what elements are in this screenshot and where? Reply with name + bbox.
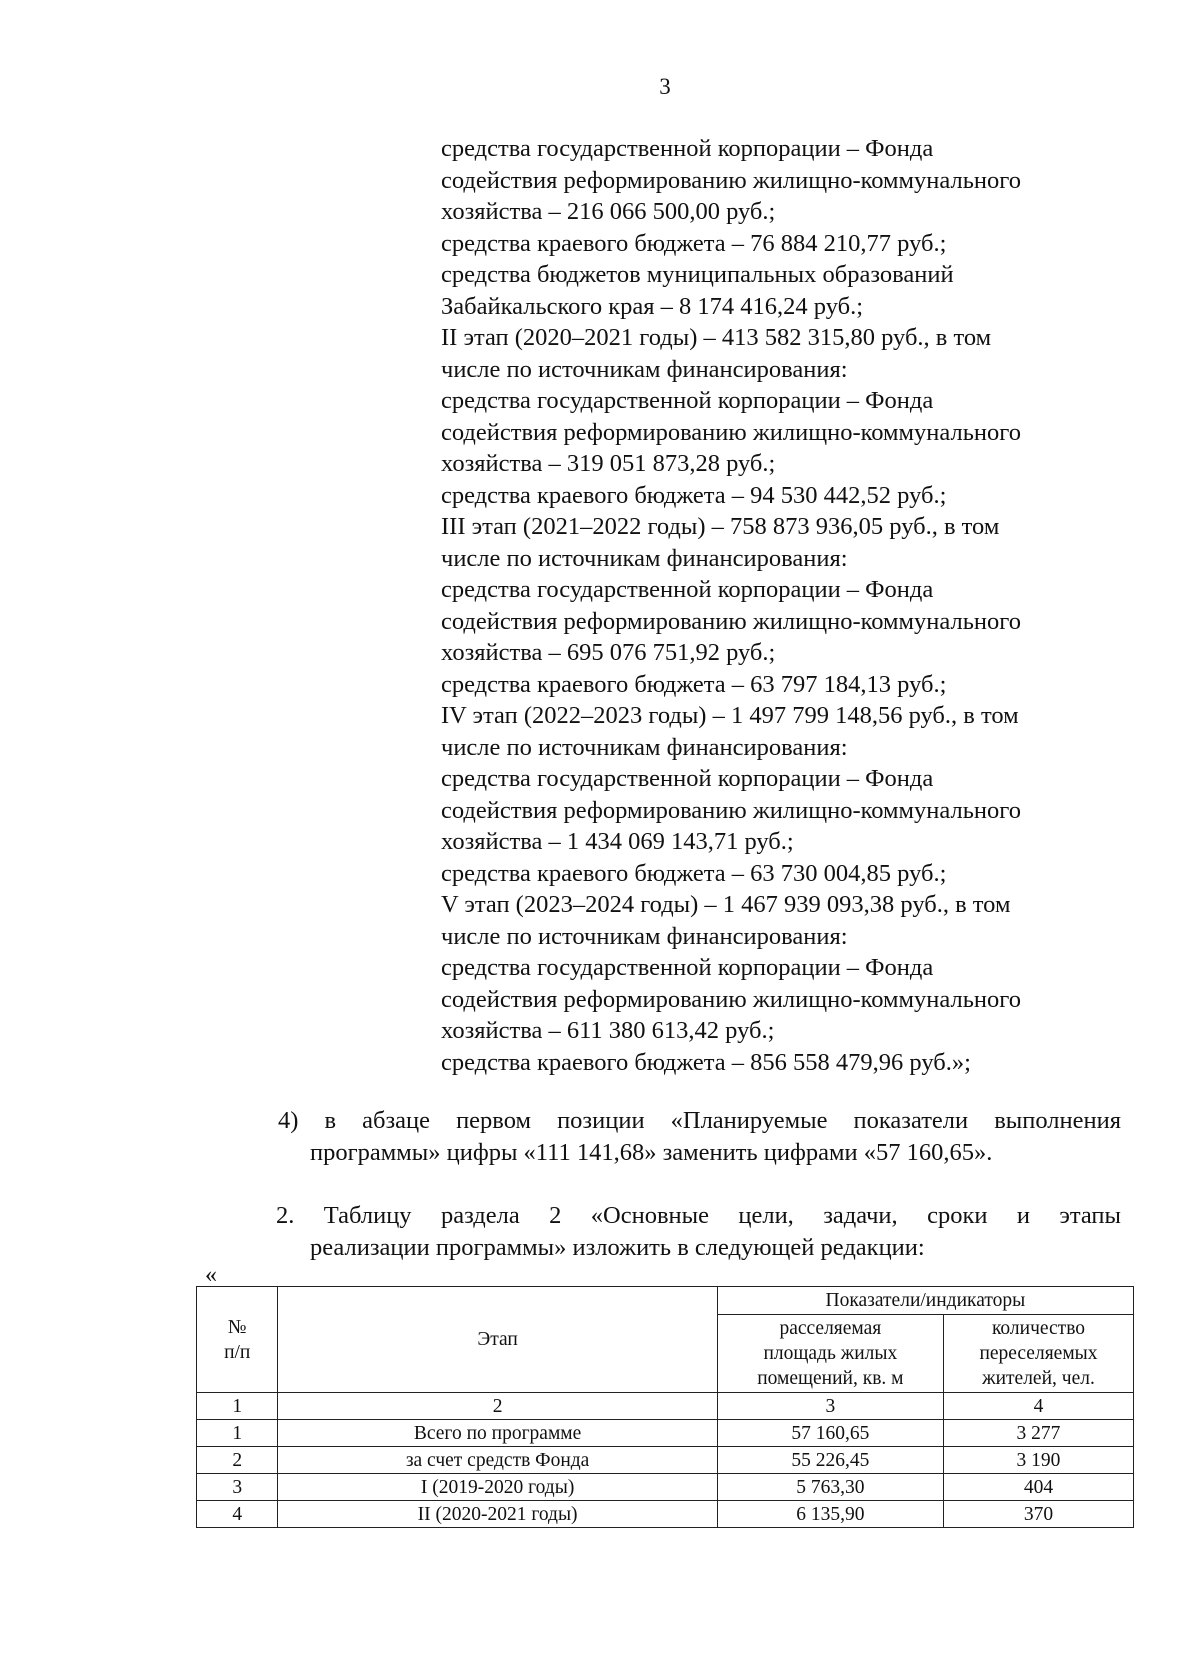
row-people: 3 190: [943, 1447, 1133, 1474]
paragraph-item-2: [276, 1200, 1121, 1263]
financing-line: числе по источникам финансирования:: [441, 355, 848, 383]
item-2-line-1: 2. Таблицу раздела 2 «Основные цели, задачи, сроки и этапы: [276, 1202, 1121, 1229]
financing-line: средства государственной корпорации – Фонда: [441, 387, 934, 414]
financing-line: содействия реформированию жилищно-коммунального: [441, 796, 1021, 824]
column-number: 2: [278, 1393, 717, 1420]
financing-line: хозяйства – 1 434 069 143,71 руб.;: [441, 828, 794, 855]
table-row: [197, 1501, 1134, 1528]
financing-line: средства краевого бюджета – 856 558 479,96 руб.»;: [441, 1048, 971, 1076]
financing-line: III этап (2021–2022 годы) – 758 873 936,05 руб., в том: [441, 513, 1000, 540]
financing-line: средства государственной корпорации – Фонда: [441, 576, 934, 603]
financing-line: хозяйства – 611 380 613,42 руб.;: [441, 1017, 775, 1044]
column-number: 4: [943, 1393, 1133, 1420]
table-row: [197, 1447, 1134, 1474]
financing-line: V этап (2023–2024 годы) – 1 467 939 093,38 руб., в том: [441, 891, 1011, 918]
financing-line: средства краевого бюджета – 94 530 442,52 руб.;: [441, 481, 947, 509]
column-number: 3: [717, 1393, 943, 1420]
row-area: 57 160,65: [717, 1420, 943, 1447]
financing-line: средства краевого бюджета – 76 884 210,77 руб.;: [441, 229, 947, 257]
item-2-line-2: реализации программы» изложить в следующей редакции:: [310, 1233, 925, 1261]
open-quote-mark: «: [205, 1262, 217, 1288]
row-area: 55 226,45: [717, 1447, 943, 1474]
row-stage: за счет средств Фонда: [278, 1447, 717, 1474]
financing-line: II этап (2020–2021 годы) – 413 582 315,80 руб., в том: [441, 324, 992, 351]
row-area: 6 135,90: [717, 1501, 943, 1528]
financing-line: содействия реформированию жилищно-коммунального: [441, 985, 1021, 1013]
column-number-row: [197, 1393, 1134, 1420]
financing-line: содействия реформированию жилищно-коммунального: [441, 166, 1021, 194]
financing-line: средства краевого бюджета – 63 730 004,85 руб.;: [441, 859, 947, 887]
financing-line: содействия реформированию жилищно-коммунального: [441, 418, 1021, 446]
column-number: 1: [197, 1393, 278, 1420]
table-row: [197, 1420, 1134, 1447]
paragraph-item-4: [278, 1105, 1121, 1168]
financing-line: хозяйства – 216 066 500,00 руб.;: [441, 198, 776, 225]
financing-line: хозяйства – 319 051 873,28 руб.;: [441, 450, 776, 477]
row-people: 370: [943, 1501, 1133, 1528]
row-stage: I (2019-2020 годы): [278, 1474, 717, 1501]
row-stage: II (2020-2021 годы): [278, 1501, 717, 1528]
item-4-line-1: 4) в абзаце первом позиции «Планируемые показатели выполнения: [278, 1107, 1121, 1134]
financing-line: числе по источникам финансирования:: [441, 544, 848, 572]
financing-line: числе по источникам финансирования:: [441, 733, 848, 761]
header-number: № п/п: [197, 1287, 278, 1393]
row-number: 3: [197, 1474, 278, 1501]
financing-line: Забайкальского края – 8 174 416,24 руб.;: [441, 292, 864, 320]
financing-line: средства бюджетов муниципальных образований: [441, 261, 954, 288]
financing-line: средства государственной корпорации – Фонда: [441, 954, 934, 981]
financing-line: IV этап (2022–2023 годы) – 1 497 799 148,56 руб., в том: [441, 702, 1019, 729]
financing-text-block: [441, 133, 1121, 1078]
item-4-line-2: программы» цифры «111 141,68» заменить цифрами «57 160,65».: [310, 1138, 993, 1166]
financing-line: числе по источникам финансирования:: [441, 922, 848, 950]
row-area: 5 763,30: [717, 1474, 943, 1501]
row-number: 4: [197, 1501, 278, 1528]
financing-line: средства государственной корпорации – Фонда: [441, 135, 934, 162]
financing-line: содействия реформированию жилищно-коммунального: [441, 607, 1021, 635]
header-people: количество переселяемых жителей, чел.: [943, 1315, 1133, 1393]
page-number: 3: [659, 74, 671, 99]
financing-line: хозяйства – 695 076 751,92 руб.;: [441, 639, 776, 666]
table-row: [197, 1474, 1134, 1501]
header-stage: Этап: [278, 1287, 717, 1393]
row-number: 2: [197, 1447, 278, 1474]
indicators-table: [196, 1286, 1134, 1528]
table-header-row: [197, 1287, 1134, 1315]
financing-line: средства государственной корпорации – Фонда: [441, 765, 934, 792]
row-people: 404: [943, 1474, 1133, 1501]
header-indicators: Показатели/индикаторы: [717, 1287, 1133, 1315]
row-people: 3 277: [943, 1420, 1133, 1447]
header-area: расселяемая площадь жилых помещений, кв. м: [717, 1315, 943, 1393]
row-stage: Всего по программе: [278, 1420, 717, 1447]
row-number: 1: [197, 1420, 278, 1447]
financing-line: средства краевого бюджета – 63 797 184,13 руб.;: [441, 670, 947, 698]
